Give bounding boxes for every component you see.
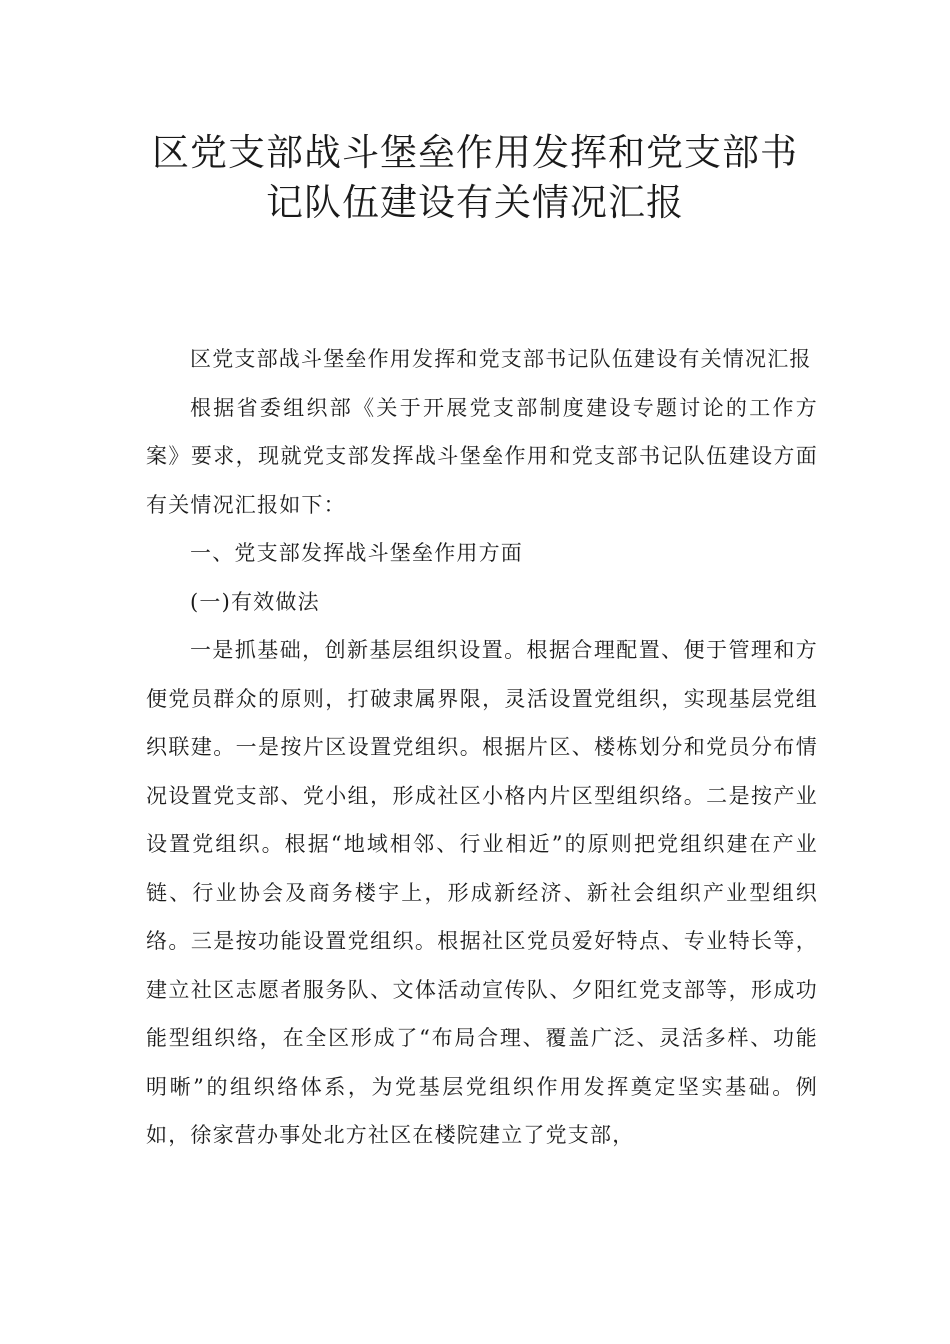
paragraph-intro: 根据省委组织部《关于开展党支部制度建设专题讨论的工作方案》要求，现就党支部发挥战斗堡垒作用和党支部书记队伍建设方面有关情况汇报如下：: [146, 395, 818, 517]
document-body: [146, 335, 818, 1160]
title-line-2: 记队伍建设有关情况汇报: [266, 181, 684, 224]
paragraph-body: 一是抓基础，创新基层组织设置。根据合理配置、便于管理和方便党员群众的原则，打破隶属界限，灵活设置党组织，实现基层党组织联建。一是按片区设置党组织。根据片区、楼栋划分和党员分布情况设置党支部、党小组，形成社区小格内片区型组织络。二是按产业设置党组织。根据“地域相邻、行业相近”的原则把党组织建在产业链、行业协会及商务楼宇上，形成新经济、新社会组织产业型组织络。三是按功能设置党组织。根据社区党员爱好特点、专业特长等，建立社区志愿者服务队、文体活动宣传队、夕阳红党支部等，形成功能型组织络，在全区形成了“布局合理、覆盖广泛、灵活多样、功能明晰”的组织络体系，为党基层党组织作用发挥奠定坚实基础。例如，徐家营办事处北方社区在楼院建立了党支部，: [146, 638, 818, 1147]
section-heading: 一、党支部发挥战斗堡垒作用方面: [190, 541, 523, 565]
paragraph-heading-repeat: 区党支部战斗堡垒作用发挥和党支部书记队伍建设有关情况汇报: [190, 347, 812, 371]
subsection-heading: (一)有效做法: [190, 589, 320, 614]
document-title: [100, 128, 850, 228]
title-line-1: 区党支部战斗堡垒作用发挥和党支部书: [152, 131, 798, 174]
